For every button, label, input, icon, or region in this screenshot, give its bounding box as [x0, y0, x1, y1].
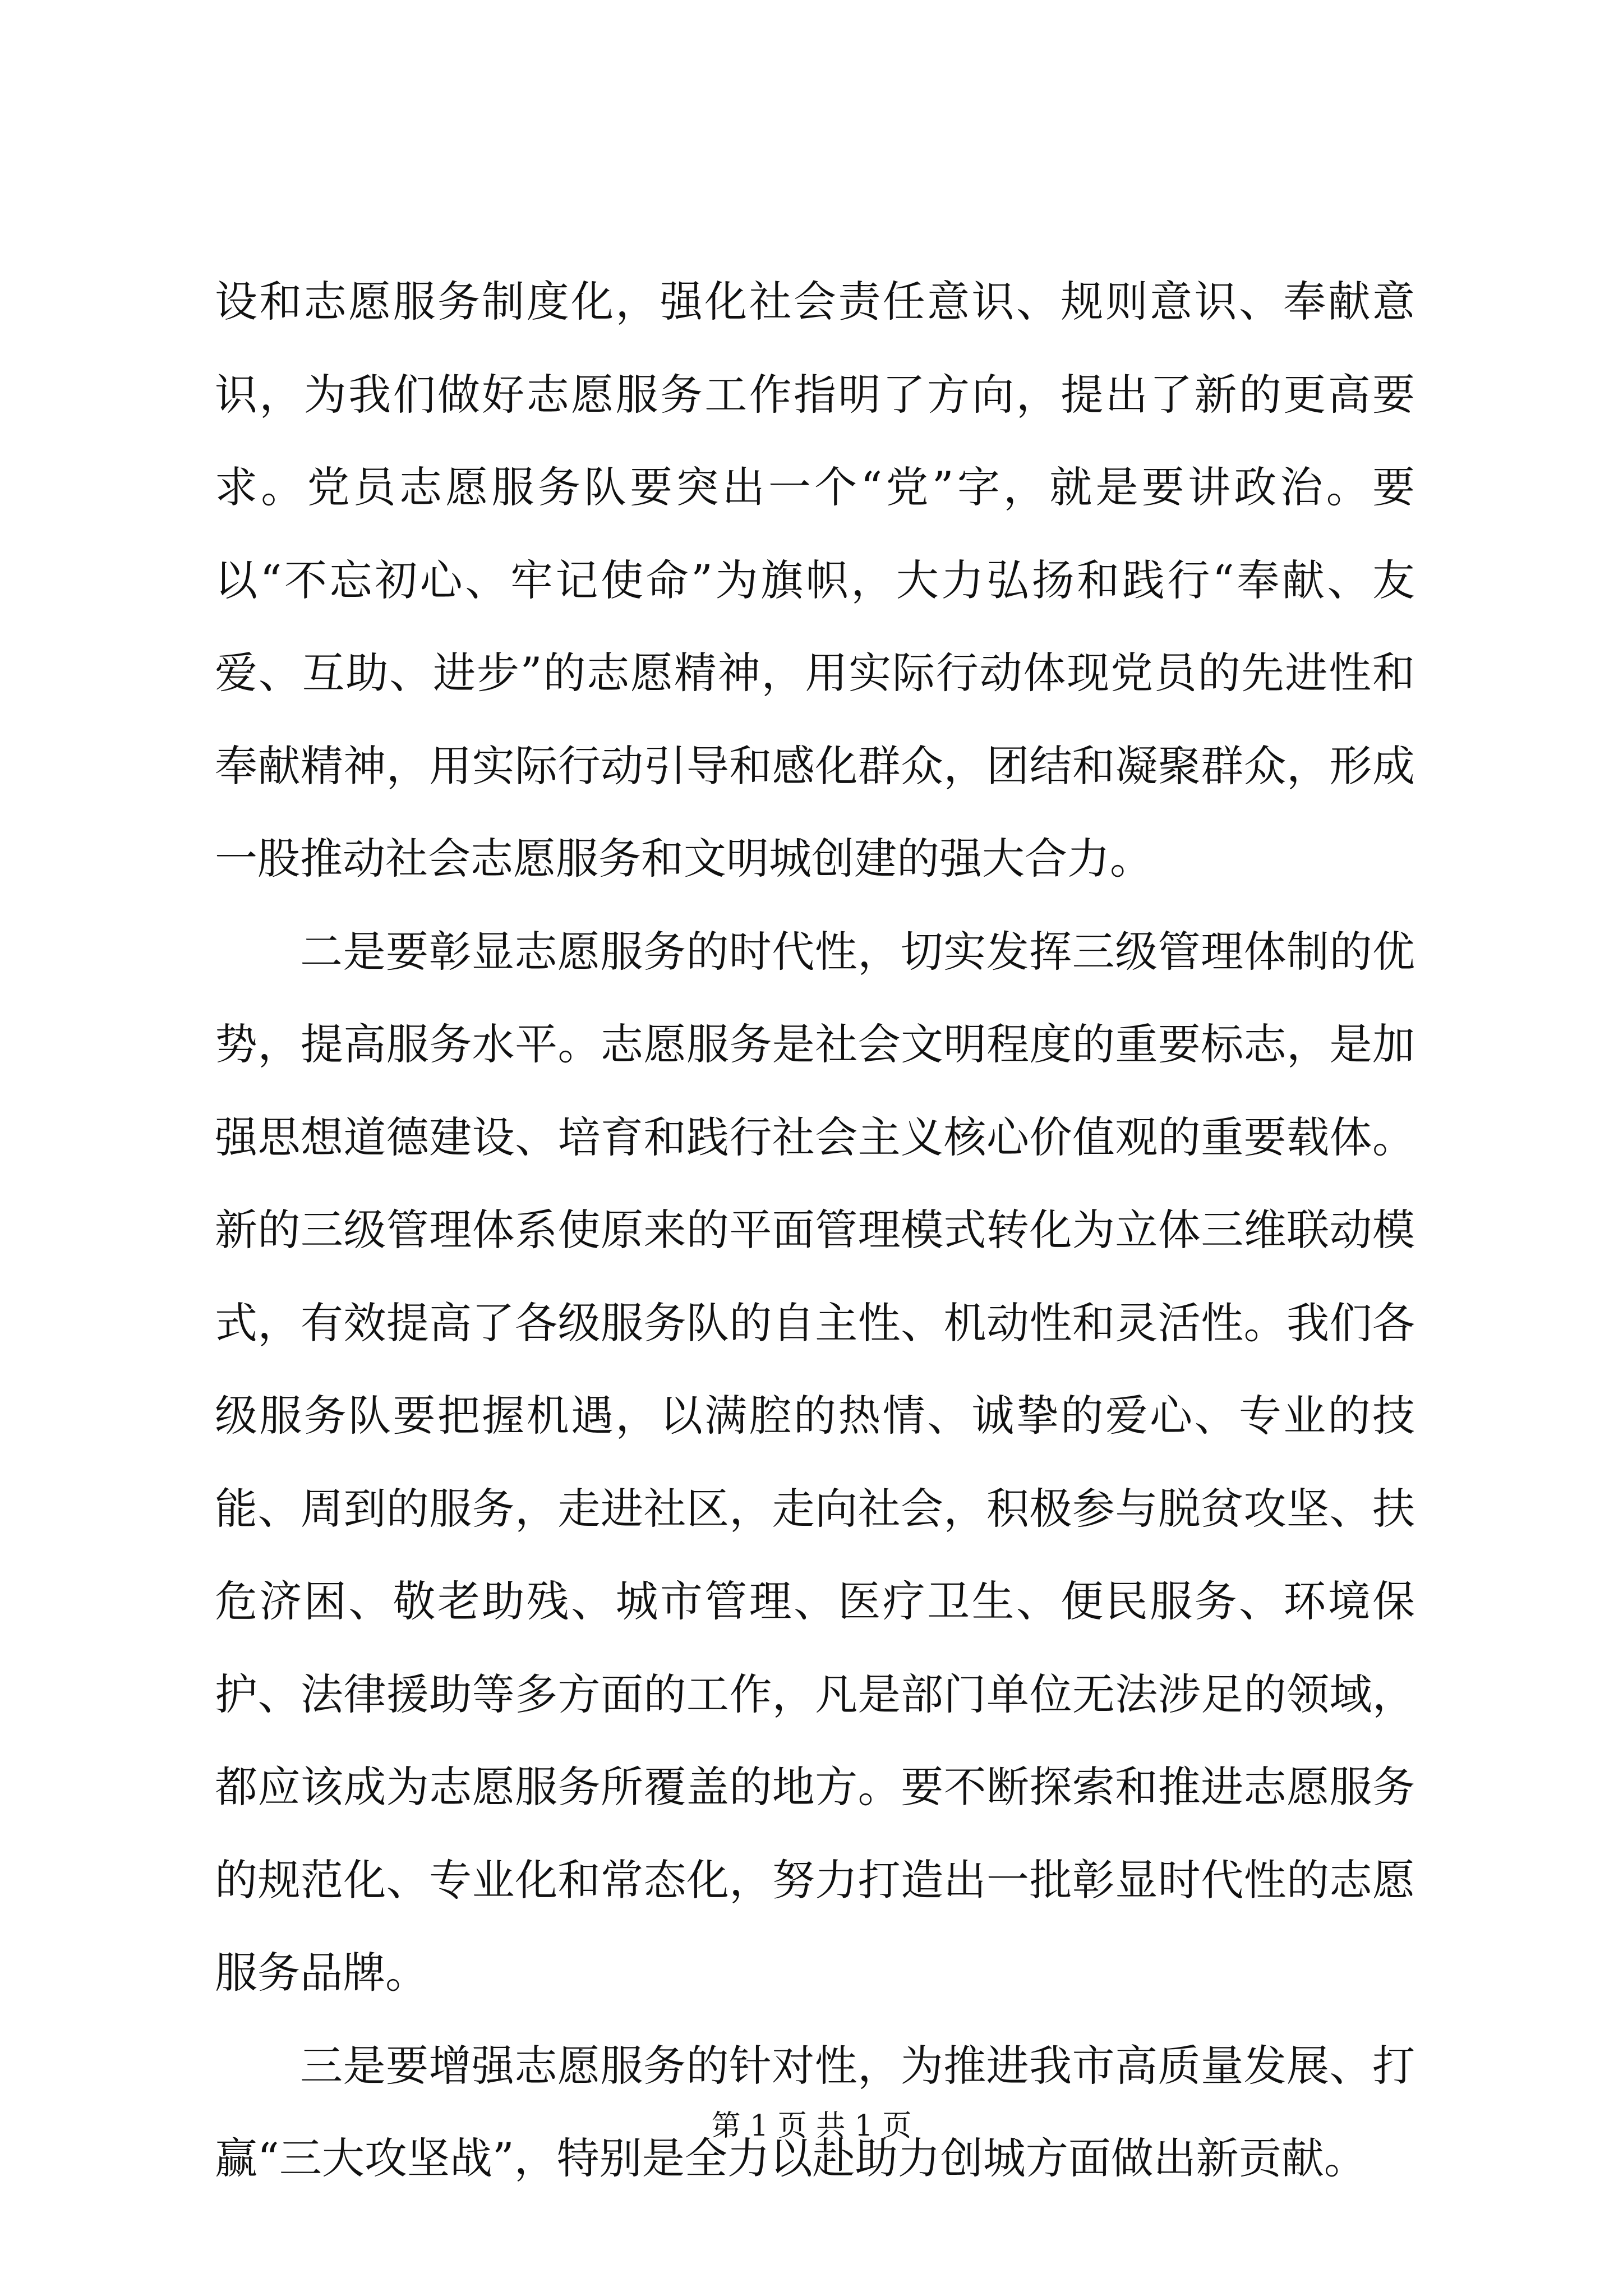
- page-number-footer: 第 1 页 共 1 页: [711, 2109, 912, 2143]
- paragraph-continued: 设和志愿服务制度化，强化社会责任意识、规则意识、奉献意识，为我们做好志愿服务工作指明了方向，提出了新的更高要求。党员志愿服务队要突出一个“党”字，就是要讲政治。要以“不忘初心、牢记使命”为旗帜，大力弘扬和践行“奉献、友爱、互助、进步”的志愿精神，用实际行动体现党员的先进性和奉献精神，用实际行动引导和感化群众，团结和凝聚群众，形成一股推动社会志愿服务和文明城创建的强大合力。: [215, 277, 1415, 884]
- paragraph-two: 二是要彰显志愿服务的时代性，切实发挥三级管理体制的优势，提高服务水平。志愿服务是社会文明程度的重要标志，是加强思想道德建设、培育和践行社会主义核心价值观的重要载体。新的三级管理体系使原来的平面管理模式转化为立体三维联动模式，有效提高了各级服务队的自主性、机动性和灵活性。我们各级服务队要把握机遇，以满腔的热情、诚挚的爱心、专业的技能、周到的服务，走进社区，走向社会，积极参与脱贫攻坚、扶危济困、敬老助残、城市管理、医疗卫生、便民服务、环境保护、法律援助等多方面的工作，凡是部门单位无法涉足的领域，都应该成为志愿服务所覆盖的地方。要不断探索和推进志愿服务的规范化、专业化和常态化，努力打造出一批彰显时代性的志愿服务品牌。: [215, 926, 1415, 1998]
- document-body: [215, 255, 1415, 2205]
- paragraph-three: 三是要增强志愿服务的针对性，为推进我市高质量发展、打赢“三大攻坚战”，特别是全力以赴助力创城方面做出新贡献。: [215, 2040, 1415, 2183]
